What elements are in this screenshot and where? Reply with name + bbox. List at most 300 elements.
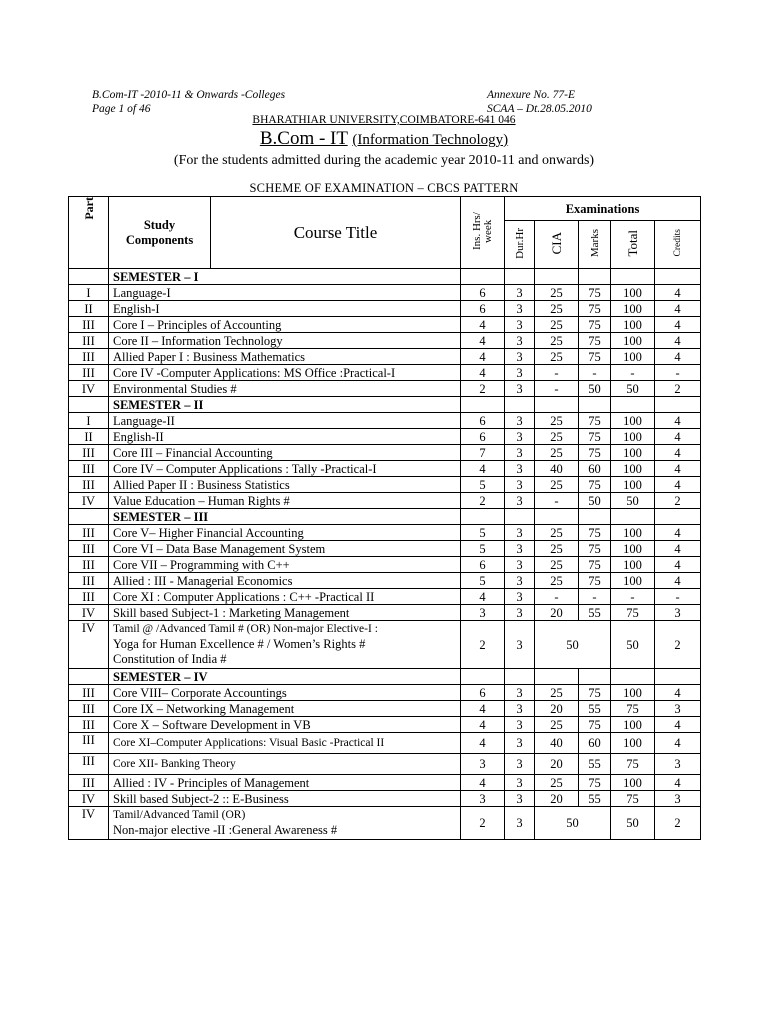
marks-cell: 50: [579, 381, 611, 397]
table-row: [69, 557, 701, 573]
cia-cell: 25: [535, 775, 579, 791]
credits-cell: 3: [655, 605, 701, 621]
part-cell: III: [69, 349, 109, 365]
credits-cell: 2: [655, 621, 701, 669]
course-title-cell: Core XI : Computer Applications : C++ -Practical II: [109, 589, 461, 605]
header-ins-hrs-label: Ins. Hrs/ week: [470, 212, 494, 250]
table-row: [69, 701, 701, 717]
total-cell: 100: [611, 301, 655, 317]
table-row: [69, 807, 701, 840]
course-title-cell: Value Education – Human Rights #: [109, 493, 461, 509]
semester-empty-cell: [579, 269, 611, 285]
ins-hrs-cell: 5: [461, 541, 505, 557]
semester-empty-cell: [579, 397, 611, 413]
credits-cell: 4: [655, 349, 701, 365]
table-row: [69, 621, 701, 669]
cia-cell: 25: [535, 541, 579, 557]
part-cell: III: [69, 775, 109, 791]
semester-empty-cell: [535, 397, 579, 413]
part-cell: III: [69, 557, 109, 573]
cia-cell: 25: [535, 685, 579, 701]
cia-cell: -: [535, 365, 579, 381]
table-row: [69, 381, 701, 397]
credits-cell: 4: [655, 429, 701, 445]
part-cell: III: [69, 733, 109, 754]
dur-hr-cell: 3: [505, 791, 535, 807]
course-title-cell: Allied Paper II : Business Statistics: [109, 477, 461, 493]
dur-hr-cell: 3: [505, 301, 535, 317]
total-cell: 100: [611, 413, 655, 429]
course-title-cell: Core XII- Banking Theory: [109, 754, 461, 775]
title-main: B.Com - IT: [259, 128, 348, 149]
dur-hr-cell: 3: [505, 701, 535, 717]
total-cell: 75: [611, 701, 655, 717]
course-title-cell: Core III – Financial Accounting: [109, 445, 461, 461]
credits-cell: 4: [655, 525, 701, 541]
semester-empty-cell: [655, 269, 701, 285]
header-annexure: Annexure No. 77-E: [487, 89, 576, 101]
marks-cell: 75: [579, 541, 611, 557]
credits-cell: 4: [655, 317, 701, 333]
ins-hrs-cell: 2: [461, 493, 505, 509]
part-cell: III: [69, 525, 109, 541]
ins-hrs-cell: 6: [461, 413, 505, 429]
cia-cell: 40: [535, 461, 579, 477]
total-cell: 75: [611, 754, 655, 775]
credits-cell: 4: [655, 573, 701, 589]
credits-cell: -: [655, 365, 701, 381]
part-cell: III: [69, 573, 109, 589]
total-cell: 100: [611, 445, 655, 461]
credits-cell: 3: [655, 791, 701, 807]
semester-row: [69, 669, 701, 685]
semester-row: [69, 397, 701, 413]
marks-cell: 75: [579, 445, 611, 461]
header-right: [487, 88, 592, 116]
ins-hrs-cell: 3: [461, 605, 505, 621]
header-part-label: Part: [81, 197, 96, 220]
course-title-line: Tamil/Advanced Tamil (OR): [113, 809, 246, 821]
table-row: [69, 493, 701, 509]
scheme-table: [68, 196, 701, 840]
semester-empty-cell: [655, 397, 701, 413]
table-row: [69, 445, 701, 461]
marks-cell: 75: [579, 285, 611, 301]
semester-label: SEMESTER – I: [109, 269, 461, 285]
semester-empty-cell: [461, 669, 505, 685]
scheme-table-body: [69, 269, 701, 840]
marks-cell: 60: [579, 733, 611, 754]
course-title-line: Non-major elective -II :General Awareness #: [113, 823, 338, 837]
ins-hrs-cell: 4: [461, 317, 505, 333]
title-sub: (Information Technology): [352, 132, 509, 148]
table-row: [69, 317, 701, 333]
dur-hr-cell: 3: [505, 461, 535, 477]
marks-cell: 75: [579, 413, 611, 429]
marks-cell: 75: [579, 717, 611, 733]
total-cell: 100: [611, 717, 655, 733]
credits-cell: 4: [655, 477, 701, 493]
ins-hrs-cell: 4: [461, 717, 505, 733]
total-cell: 100: [611, 557, 655, 573]
part-cell: IV: [69, 791, 109, 807]
dur-hr-cell: 3: [505, 717, 535, 733]
marks-cell: 75: [579, 685, 611, 701]
dur-hr-cell: 3: [505, 413, 535, 429]
semester-empty-cell: [611, 669, 655, 685]
ins-hrs-cell: 6: [461, 301, 505, 317]
dur-hr-cell: 3: [505, 733, 535, 754]
cia-cell: 25: [535, 557, 579, 573]
part-cell: II: [69, 429, 109, 445]
credits-cell: 3: [655, 754, 701, 775]
cia-cell: 20: [535, 791, 579, 807]
course-title-cell: Language-I: [109, 285, 461, 301]
dur-hr-cell: 3: [505, 349, 535, 365]
table-row: [69, 754, 701, 775]
course-title-cell: Skill based Subject-1 : Marketing Management: [109, 605, 461, 621]
cia-cell: 20: [535, 701, 579, 717]
cia-cell: 25: [535, 573, 579, 589]
admission-note: (For the students admitted during the academic year 2010-11 and onwards): [173, 153, 595, 168]
credits-cell: 4: [655, 541, 701, 557]
marks-cell: 75: [579, 301, 611, 317]
table-row: [69, 413, 701, 429]
total-cell: 100: [611, 685, 655, 701]
ins-hrs-cell: 2: [461, 381, 505, 397]
semester-label: SEMESTER – III: [109, 509, 461, 525]
course-title-cell: Core II – Information Technology: [109, 333, 461, 349]
semester-empty-cell: [505, 269, 535, 285]
cia-cell: 25: [535, 717, 579, 733]
dur-hr-cell: 3: [505, 621, 535, 669]
table-row: [69, 285, 701, 301]
ins-hrs-cell: 4: [461, 365, 505, 381]
total-cell: 100: [611, 733, 655, 754]
ins-hrs-cell: 4: [461, 349, 505, 365]
credits-cell: 2: [655, 381, 701, 397]
header-total-label: Total: [624, 229, 640, 257]
credits-cell: 4: [655, 413, 701, 429]
marks-cell: 75: [579, 429, 611, 445]
semester-empty-cell: [461, 269, 505, 285]
total-cell: 100: [611, 317, 655, 333]
ins-hrs-cell: 3: [461, 754, 505, 775]
header-credits-label: Credits: [672, 229, 683, 257]
dur-hr-cell: 3: [505, 573, 535, 589]
semester-empty-cell: [579, 509, 611, 525]
part-cell: IV: [69, 605, 109, 621]
semester-part-cell: [69, 669, 109, 685]
marks-cell: 55: [579, 701, 611, 717]
ins-hrs-cell: 4: [461, 701, 505, 717]
header-ins-hrs: [461, 197, 505, 269]
semester-part-cell: [69, 397, 109, 413]
credits-cell: 2: [655, 493, 701, 509]
cia-cell: 20: [535, 754, 579, 775]
total-cell: 100: [611, 461, 655, 477]
marks-cell: 75: [579, 333, 611, 349]
total-cell: 75: [611, 605, 655, 621]
header-date: SCAA – Dt.28.05.2010: [487, 103, 592, 115]
semester-empty-cell: [461, 509, 505, 525]
ins-hrs-cell: 5: [461, 573, 505, 589]
part-cell: II: [69, 301, 109, 317]
marks-cell: 75: [579, 775, 611, 791]
part-cell: III: [69, 333, 109, 349]
semester-empty-cell: [611, 397, 655, 413]
ins-hrs-cell: 4: [461, 461, 505, 477]
header-cia-label: CIA: [548, 231, 564, 255]
course-title-cell: Allied : IV - Principles of Management: [109, 775, 461, 791]
semester-empty-cell: [535, 669, 579, 685]
total-cell: 100: [611, 541, 655, 557]
semester-label: SEMESTER – IV: [109, 669, 461, 685]
part-cell: III: [69, 541, 109, 557]
total-cell: 50: [611, 621, 655, 669]
table-row: [69, 717, 701, 733]
credits-cell: 4: [655, 685, 701, 701]
total-cell: -: [611, 589, 655, 605]
part-cell: III: [69, 365, 109, 381]
credits-cell: 4: [655, 333, 701, 349]
table-row: [69, 333, 701, 349]
part-cell: I: [69, 285, 109, 301]
header-page-number: Page 1 of 46: [92, 103, 151, 115]
ins-hrs-cell: 6: [461, 685, 505, 701]
ins-hrs-cell: 4: [461, 333, 505, 349]
total-cell: -: [611, 365, 655, 381]
cia-cell: 25: [535, 301, 579, 317]
part-cell: IV: [69, 807, 109, 840]
cia-cell: -: [535, 589, 579, 605]
course-title-cell: Language-II: [109, 413, 461, 429]
cia-cell: 40: [535, 733, 579, 754]
semester-empty-cell: [505, 509, 535, 525]
table-row: [69, 365, 701, 381]
semester-row: [69, 509, 701, 525]
part-cell: III: [69, 461, 109, 477]
total-cell: 50: [611, 493, 655, 509]
table-row: [69, 525, 701, 541]
dur-hr-cell: 3: [505, 605, 535, 621]
semester-empty-cell: [655, 509, 701, 525]
header-examinations: Examinations: [505, 197, 701, 221]
semester-empty-cell: [535, 269, 579, 285]
semester-part-cell: [69, 509, 109, 525]
ins-hrs-cell: 5: [461, 477, 505, 493]
course-title-cell: Core X – Software Development in VB: [109, 717, 461, 733]
course-title-cell: English-I: [109, 301, 461, 317]
part-cell: III: [69, 445, 109, 461]
cia-cell: 25: [535, 349, 579, 365]
part-cell: I: [69, 413, 109, 429]
total-cell: 100: [611, 525, 655, 541]
dur-hr-cell: 3: [505, 589, 535, 605]
header-marks-label: Marks: [588, 228, 601, 258]
credits-cell: 4: [655, 557, 701, 573]
cia-cell: 25: [535, 333, 579, 349]
semester-empty-cell: [611, 509, 655, 525]
course-title-line: Yoga for Human Excellence # / Women’s Rights #: [113, 637, 366, 651]
credits-cell: -: [655, 589, 701, 605]
course-title-cell: Environmental Studies #: [109, 381, 461, 397]
semester-empty-cell: [535, 509, 579, 525]
part-cell: III: [69, 589, 109, 605]
dur-hr-cell: 3: [505, 285, 535, 301]
document-title: [0, 128, 768, 150]
part-cell: III: [69, 477, 109, 493]
dur-hr-cell: 3: [505, 429, 535, 445]
cia-cell: 25: [535, 525, 579, 541]
course-title-cell: Core V– Higher Financial Accounting: [109, 525, 461, 541]
course-title-cell: Allied Paper I : Business Mathematics: [109, 349, 461, 365]
header-study-components: Study Components: [109, 197, 211, 269]
part-cell: III: [69, 685, 109, 701]
part-cell: III: [69, 754, 109, 775]
credits-cell: 4: [655, 301, 701, 317]
cia-cell: -: [535, 493, 579, 509]
ins-hrs-cell: 5: [461, 525, 505, 541]
course-title-cell: Core IX – Networking Management: [109, 701, 461, 717]
dur-hr-cell: 3: [505, 333, 535, 349]
credits-cell: 4: [655, 733, 701, 754]
total-cell: 100: [611, 349, 655, 365]
dur-hr-cell: 3: [505, 445, 535, 461]
dur-hr-cell: 3: [505, 493, 535, 509]
semester-part-cell: [69, 269, 109, 285]
marks-cell: 60: [579, 461, 611, 477]
ins-hrs-cell: 6: [461, 557, 505, 573]
course-title-line: Tamil @ /Advanced Tamil # (OR) Non-major Elective-I :: [113, 623, 378, 635]
cia-cell: 25: [535, 285, 579, 301]
semester-row: [69, 269, 701, 285]
dur-hr-cell: 3: [505, 807, 535, 840]
ins-hrs-cell: 6: [461, 429, 505, 445]
total-cell: 50: [611, 381, 655, 397]
course-title-cell: [109, 807, 461, 840]
header-part: [69, 197, 109, 269]
semester-empty-cell: [655, 669, 701, 685]
cia-cell: 25: [535, 445, 579, 461]
ins-hrs-cell: 2: [461, 807, 505, 840]
table-row: [69, 541, 701, 557]
marks-cell: 55: [579, 605, 611, 621]
total-cell: 50: [611, 807, 655, 840]
header-course-title: Course Title: [211, 197, 461, 269]
course-title-cell: Allied : III - Managerial Economics: [109, 573, 461, 589]
ins-hrs-cell: 4: [461, 775, 505, 791]
cia-marks-combined-cell: 50: [535, 621, 611, 669]
course-title-cell: English-II: [109, 429, 461, 445]
marks-cell: 75: [579, 477, 611, 493]
university-name: BHARATHIAR UNIVERSITY,COIMBATORE-641 046: [252, 114, 516, 126]
table-row: [69, 573, 701, 589]
cia-marks-combined-cell: 50: [535, 807, 611, 840]
cia-cell: 25: [535, 477, 579, 493]
dur-hr-cell: 3: [505, 525, 535, 541]
marks-cell: 50: [579, 493, 611, 509]
table-row: [69, 429, 701, 445]
semester-label: SEMESTER – II: [109, 397, 461, 413]
dur-hr-cell: 3: [505, 381, 535, 397]
part-cell: IV: [69, 381, 109, 397]
marks-cell: 75: [579, 557, 611, 573]
course-title-cell: Core VI – Data Base Management System: [109, 541, 461, 557]
part-cell: III: [69, 701, 109, 717]
credits-cell: 2: [655, 807, 701, 840]
ins-hrs-cell: 4: [461, 733, 505, 754]
dur-hr-cell: 3: [505, 477, 535, 493]
marks-cell: 75: [579, 349, 611, 365]
course-title-cell: Core VIII– Corporate Accountings: [109, 685, 461, 701]
table-row: [69, 685, 701, 701]
cia-cell: 25: [535, 413, 579, 429]
course-title-cell: Skill based Subject-2 :: E-Business: [109, 791, 461, 807]
marks-cell: -: [579, 589, 611, 605]
table-row: [69, 349, 701, 365]
credits-cell: 4: [655, 445, 701, 461]
part-cell: III: [69, 717, 109, 733]
dur-hr-cell: 3: [505, 754, 535, 775]
course-title-cell: Core IV -Computer Applications: MS Office :Practical-I: [109, 365, 461, 381]
table-row: [69, 477, 701, 493]
course-title-cell: [109, 621, 461, 669]
table-row: [69, 775, 701, 791]
marks-cell: 75: [579, 525, 611, 541]
marks-cell: 75: [579, 317, 611, 333]
semester-empty-cell: [505, 669, 535, 685]
table-row: [69, 301, 701, 317]
ins-hrs-cell: 4: [461, 589, 505, 605]
part-cell: III: [69, 317, 109, 333]
dur-hr-cell: 3: [505, 541, 535, 557]
scheme-title: SCHEME OF EXAMINATION – CBCS PATTERN: [249, 181, 519, 195]
cia-cell: 25: [535, 317, 579, 333]
header-marks: [579, 221, 611, 269]
ins-hrs-cell: 3: [461, 791, 505, 807]
semester-empty-cell: [505, 397, 535, 413]
header-cia: [535, 221, 579, 269]
dur-hr-cell: 3: [505, 365, 535, 381]
semester-empty-cell: [611, 269, 655, 285]
ins-hrs-cell: 6: [461, 285, 505, 301]
course-title-line: Constitution of India #: [113, 652, 227, 666]
part-cell: IV: [69, 493, 109, 509]
course-title-cell: Core XI–Computer Applications: Visual Basic -Practical II: [109, 733, 461, 754]
total-cell: 75: [611, 791, 655, 807]
credits-cell: 4: [655, 461, 701, 477]
credits-cell: 4: [655, 285, 701, 301]
credits-cell: 4: [655, 717, 701, 733]
total-cell: 100: [611, 477, 655, 493]
table-row: [69, 589, 701, 605]
total-cell: 100: [611, 429, 655, 445]
total-cell: 100: [611, 285, 655, 301]
part-cell: IV: [69, 621, 109, 669]
marks-cell: 75: [579, 573, 611, 589]
marks-cell: -: [579, 365, 611, 381]
header-left: [92, 88, 285, 116]
cia-cell: 20: [535, 605, 579, 621]
dur-hr-cell: 3: [505, 557, 535, 573]
total-cell: 100: [611, 333, 655, 349]
credits-cell: 3: [655, 701, 701, 717]
table-row: [69, 791, 701, 807]
cia-cell: -: [535, 381, 579, 397]
dur-hr-cell: 3: [505, 775, 535, 791]
marks-cell: 55: [579, 791, 611, 807]
